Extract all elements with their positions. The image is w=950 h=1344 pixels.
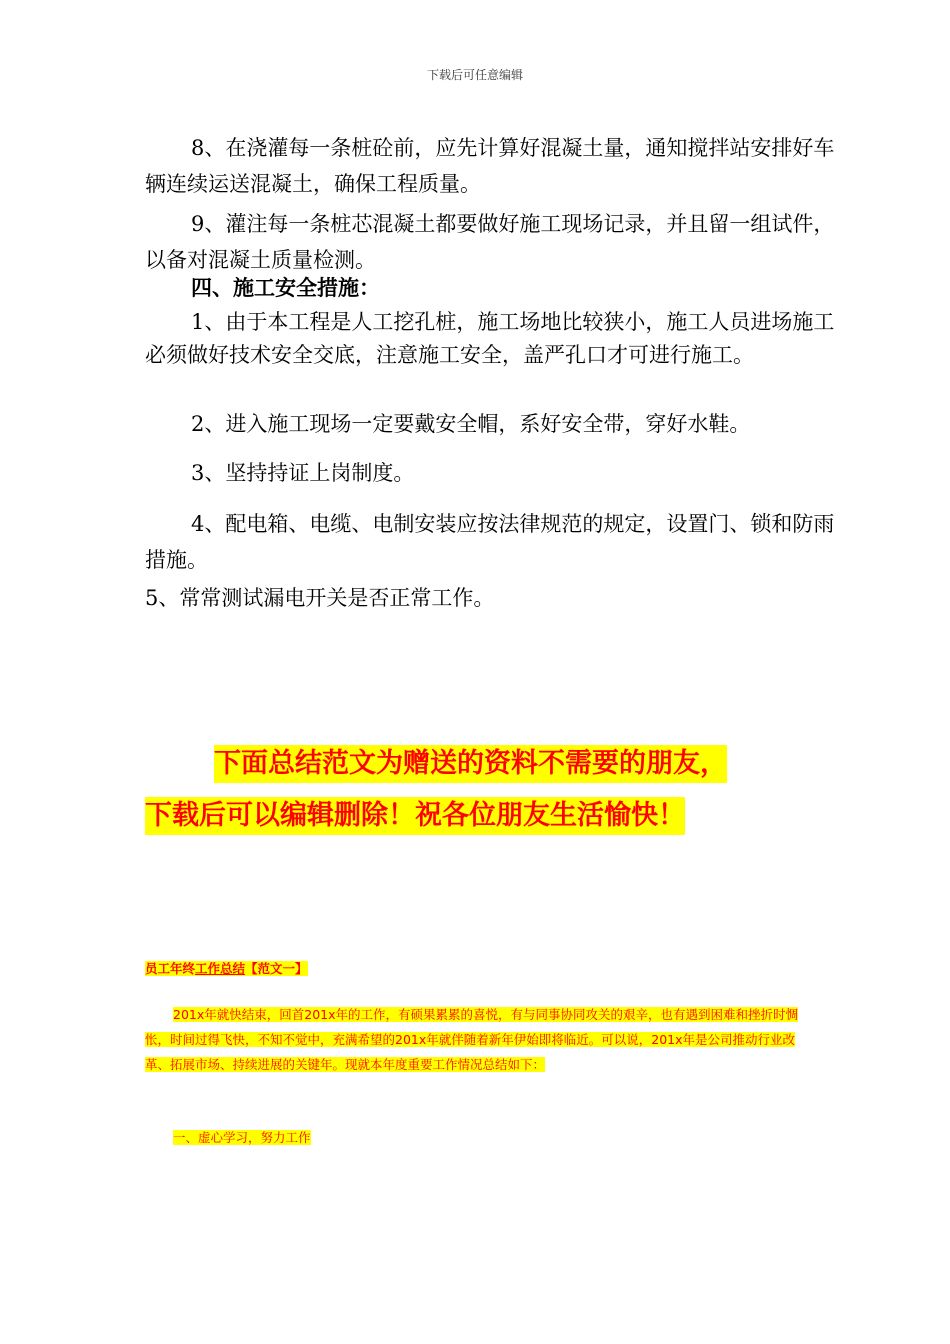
sample-title-part-c: 【范文一】 bbox=[245, 961, 308, 976]
sample-title bbox=[145, 956, 805, 981]
notice-line-1: 下面总结范文为赠送的资料不需要的朋友， bbox=[214, 745, 727, 783]
paragraph-9: 9、灌注每一条桩芯混凝土都要做好施工现场记录，并且留一组试件，以备对混凝土质量检测。 bbox=[145, 212, 835, 272]
sample-title-part-b: 工作总结 bbox=[195, 961, 246, 976]
section-heading-safety: 四、施工安全措施： bbox=[191, 275, 380, 300]
safety-item-1: 1、由于本工程是人工挖孔桩，施工场地比较狭小，施工人员进场施工必须做好技术安全交底，注意施工安全，盖严孔口才可进行施工。 bbox=[145, 310, 835, 367]
sample-body-text: 201x年就快结束，回首201x年的工作，有硕果累累的喜悦，有与同事协同攻关的艰辛，也有遇到困难和挫折时惆怅，时间过得飞快，不知不觉中，充满希望的201x年就伴随着新年伊始即将临近。可以说，201x年是公司推动行业改革、拓展市场、持续进展的关键年。现就本年度重要工作情况总结如下： bbox=[145, 1007, 799, 1072]
sample-title-part-a: 员工年终 bbox=[145, 961, 196, 976]
safety-item-5: 5、常常测试漏电开关是否正常工作。 bbox=[145, 586, 495, 610]
sample-item-1-text: 一、虚心学习，努力工作 bbox=[173, 1130, 311, 1145]
sample-item-1 bbox=[145, 1125, 805, 1150]
page-header: 下载后可任意编辑 bbox=[426, 68, 523, 82]
safety-item-2: 2、进入施工现场一定要戴安全帽，系好安全带，穿好水鞋。 bbox=[191, 412, 751, 436]
safety-item-3: 3、坚持持证上岗制度。 bbox=[191, 461, 415, 485]
paragraph-8: 8、在浇灌每一条桩砼前，应先计算好混凝土量，通知搅拌站安排好车辆连续运送混凝土，确保工程质量。 bbox=[145, 136, 835, 196]
sample-body bbox=[145, 1002, 805, 1077]
safety-item-4: 4、配电箱、电缆、电制安装应按法律规范的规定，设置门、锁和防雨措施。 bbox=[145, 512, 835, 572]
notice-line-2: 下载后可以编辑删除！祝各位朋友生活愉快！ bbox=[145, 797, 685, 835]
